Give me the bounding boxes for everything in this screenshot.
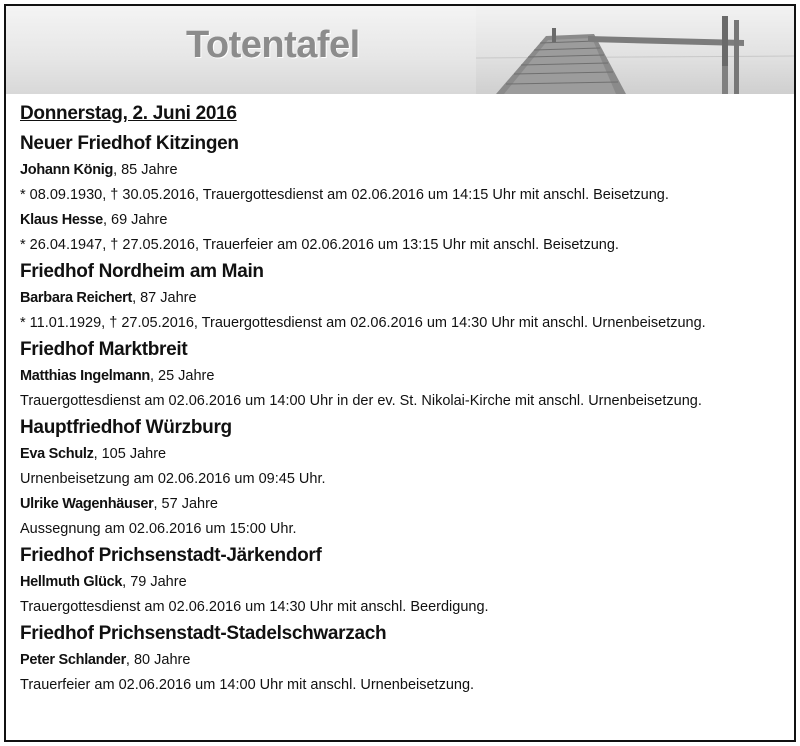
cemetery-section: [20, 338, 790, 411]
deceased-age: , 57 Jahre: [153, 496, 218, 512]
deceased-name: Peter Schlander: [20, 652, 126, 668]
deceased-name: Barbara Reichert: [20, 290, 133, 306]
funeral-details: Trauergottesdienst am 02.06.2016 um 14:00 Uhr in der ev. St. Nikolai-Kirche mit anschl. Urnenbeisetzung.: [20, 393, 702, 409]
cemetery-section: [20, 132, 790, 255]
obituary-list: [20, 102, 790, 700]
deceased-entry: [20, 572, 790, 592]
deceased-age: , 105 Jahre: [93, 446, 167, 462]
header-banner: [6, 6, 794, 94]
funeral-details: * 11.01.1929, † 27.05.2016, Trauergottesdienst am 02.06.2016 um 14:30 Uhr mit anschl. Urnenbeisetzung.: [20, 315, 706, 331]
funeral-details: * 26.04.1947, † 27.05.2016, Trauerfeier am 02.06.2016 um 13:15 Uhr mit anschl. Beisetzung.: [20, 237, 619, 253]
cemetery-heading: Friedhof Nordheim am Main: [20, 261, 264, 282]
funeral-details: Aussegnung am 02.06.2016 um 15:00 Uhr.: [20, 521, 297, 537]
deceased-age: , 80 Jahre: [125, 652, 191, 668]
deceased-age: , 79 Jahre: [122, 574, 187, 590]
cemetery-section: [20, 260, 790, 333]
date-heading: Donnerstag, 2. Juni 2016: [20, 103, 237, 124]
deceased-entry: [20, 160, 790, 180]
deceased-name: Hellmuth Glück: [20, 574, 123, 590]
cemetery-heading: Hauptfriedhof Würzburg: [20, 417, 232, 438]
funeral-details: Trauerfeier am 02.06.2016 um 14:00 Uhr mit anschl. Urnenbeisetzung.: [20, 677, 475, 693]
cemetery-heading: Neuer Friedhof Kitzingen: [20, 133, 239, 154]
deceased-entry: [20, 444, 790, 464]
deceased-age: , 25 Jahre: [149, 368, 215, 384]
deceased-age: , 87 Jahre: [132, 290, 197, 306]
deceased-name: Eva Schulz: [20, 446, 94, 462]
obituary-notice-board: [4, 4, 796, 742]
deceased-name: Klaus Hesse: [20, 212, 103, 228]
page-title: Totentafel: [186, 24, 360, 66]
jetty-photo: [476, 6, 794, 94]
deceased-entry: [20, 650, 790, 670]
deceased-entry: [20, 366, 790, 386]
cemetery-heading: Friedhof Prichsenstadt-Järkendorf: [20, 545, 322, 566]
cemetery-heading: Friedhof Marktbreit: [20, 339, 188, 360]
deceased-entry: [20, 210, 790, 230]
deceased-age: , 85 Jahre: [113, 162, 178, 178]
deceased-age: , 69 Jahre: [102, 212, 168, 228]
deceased-entry: [20, 494, 790, 514]
cemetery-section: [20, 416, 790, 539]
funeral-details: Trauergottesdienst am 02.06.2016 um 14:30 Uhr mit anschl. Beerdigung.: [20, 599, 489, 615]
funeral-details: Urnenbeisetzung am 02.06.2016 um 09:45 Uhr.: [20, 471, 326, 487]
cemetery-heading: Friedhof Prichsenstadt-Stadelschwarzach: [20, 623, 387, 644]
cemetery-section: [20, 544, 790, 617]
cemetery-section: [20, 622, 790, 695]
deceased-name: Matthias Ingelmann: [20, 368, 150, 384]
funeral-details: * 08.09.1930, † 30.05.2016, Trauergottesdienst am 02.06.2016 um 14:15 Uhr mit anschl. Beisetzung.: [20, 187, 669, 203]
deceased-name: Johann König: [20, 162, 114, 178]
deceased-name: Ulrike Wagenhäuser: [20, 496, 154, 512]
deceased-entry: [20, 288, 790, 308]
